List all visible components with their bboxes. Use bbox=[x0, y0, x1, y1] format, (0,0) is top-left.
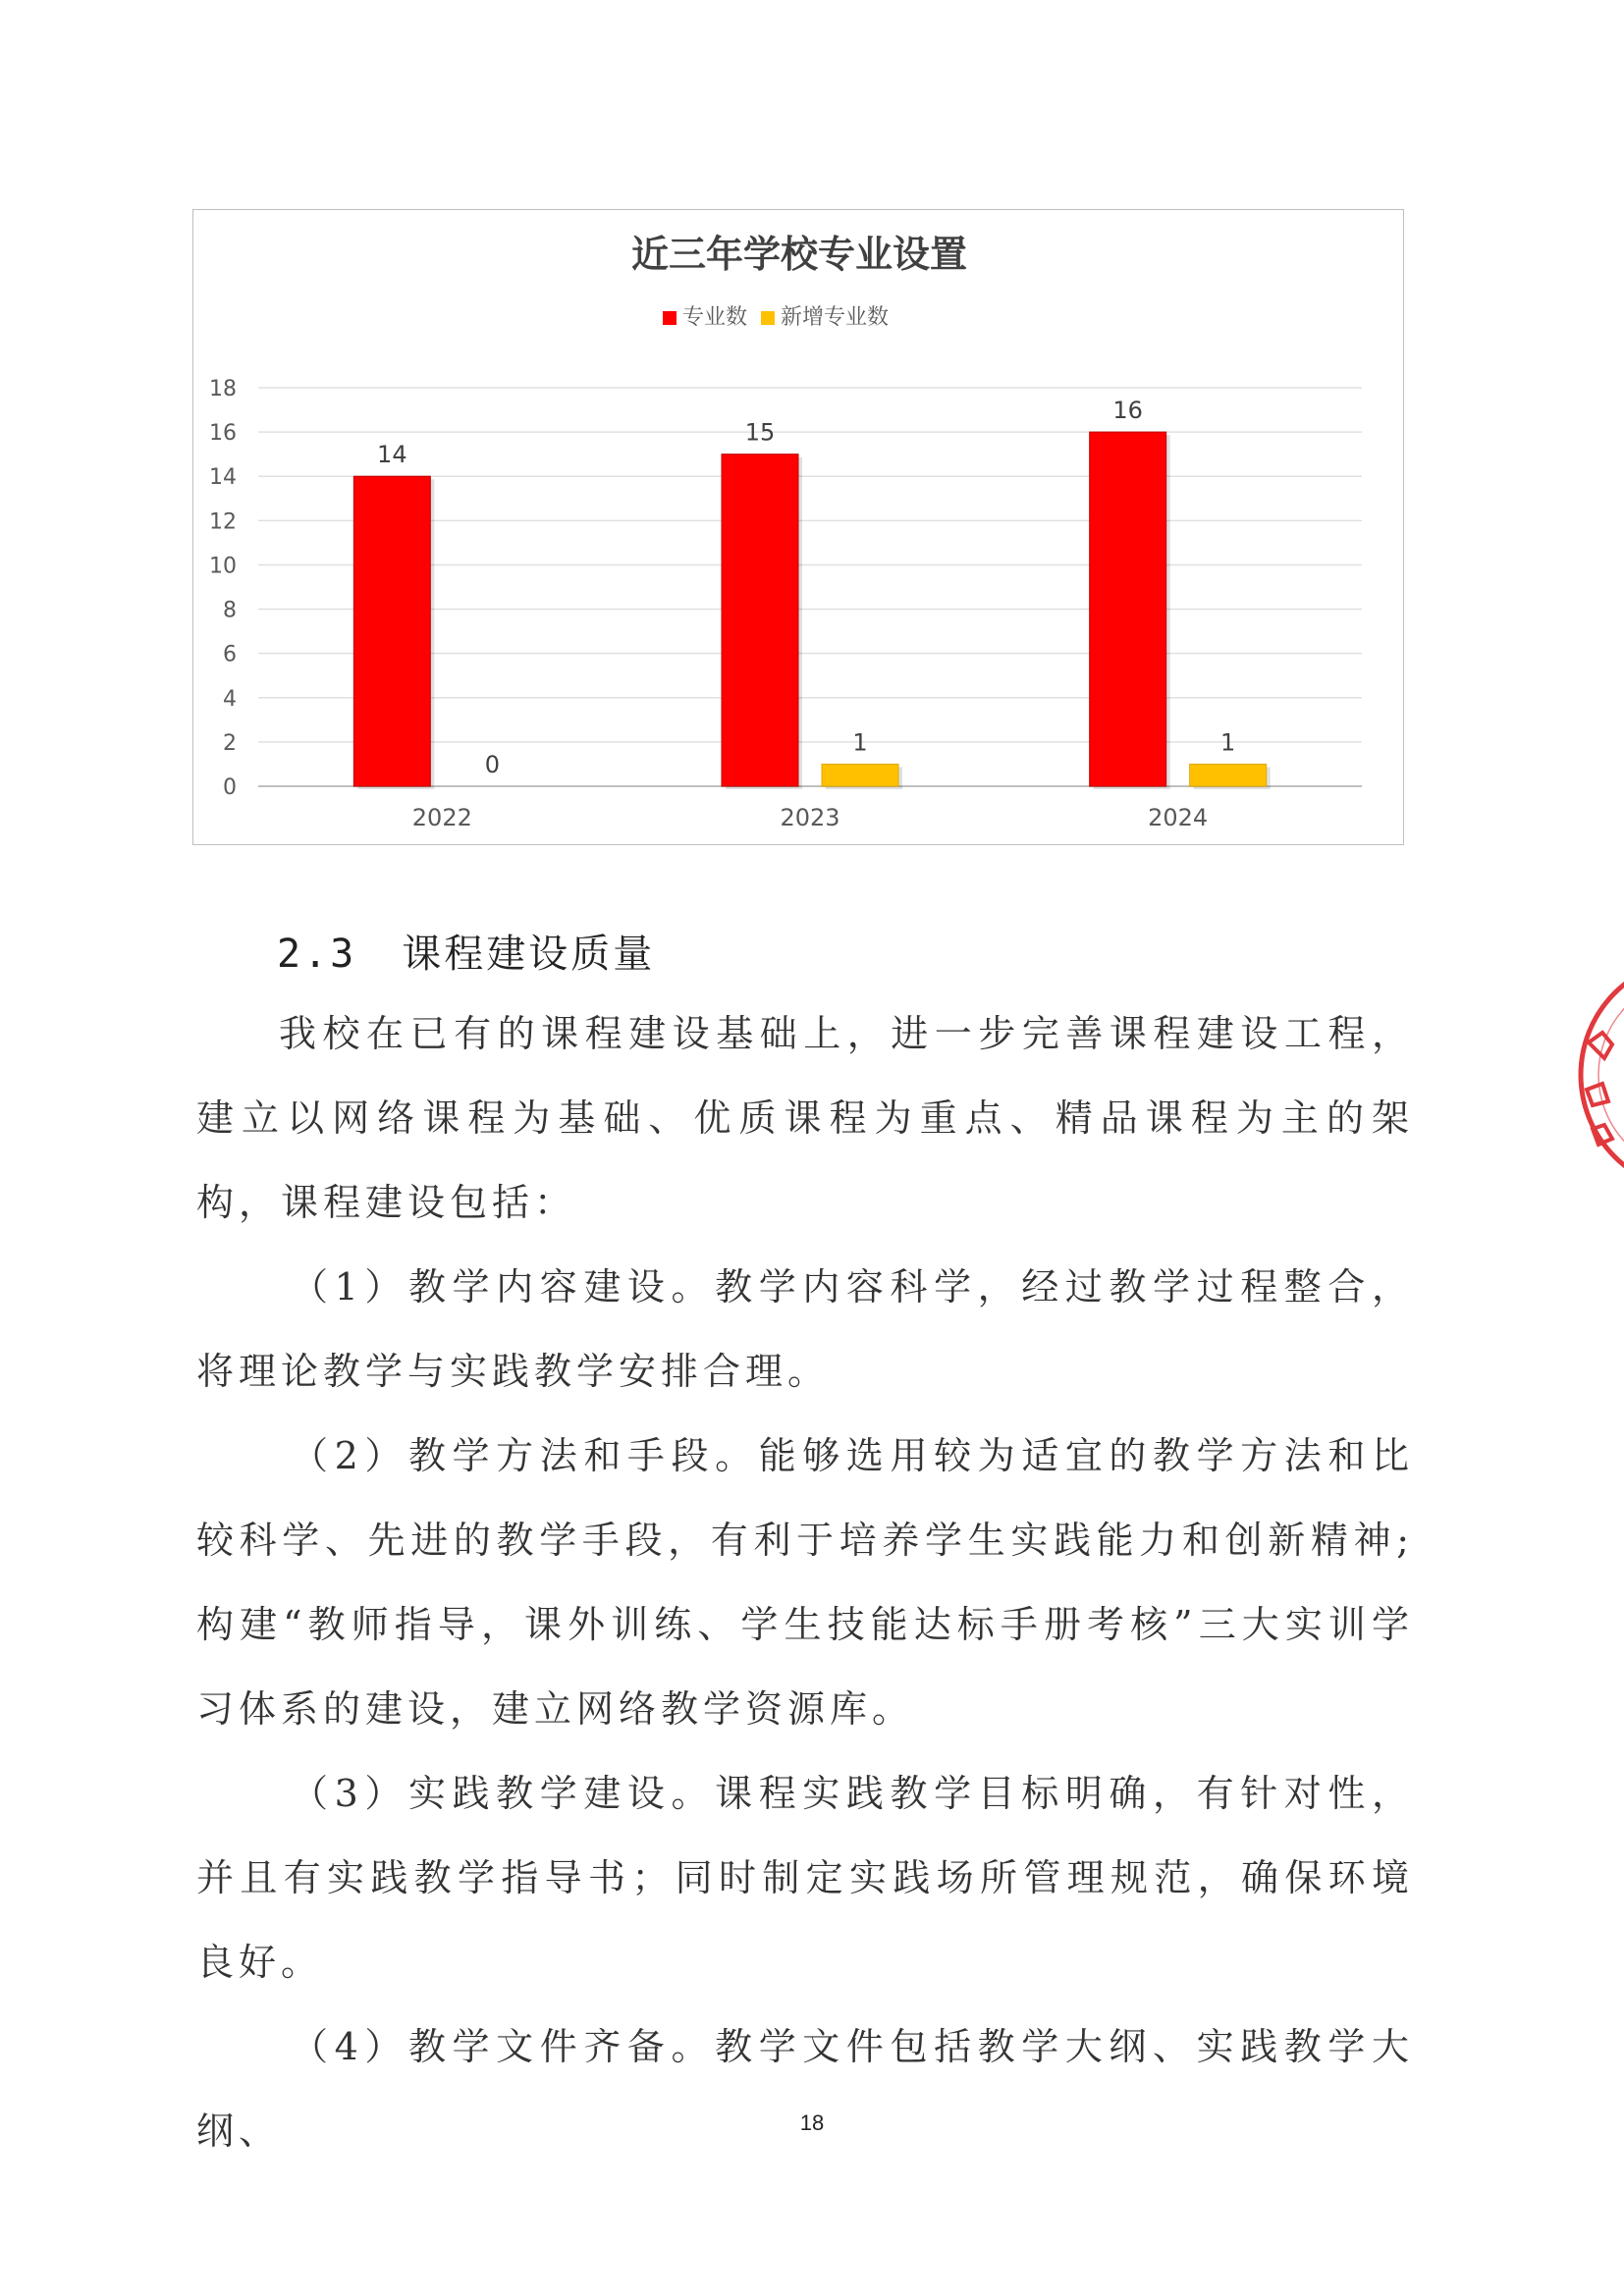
paragraph-item-2: （2）教学方法和手段。能够选用较为适宜的教学方法和比较科学、先进的教学手段，有利于培养学生实践能力和创新精神;构建“教师指导，课外训练、学生技能达标手册考核”三大实训学习体系的建设，建立网络教学资源库。 bbox=[196, 1434, 1414, 1731]
chart-container bbox=[192, 209, 1404, 845]
paragraph-item-3: （3）实践教学建设。课程实践教学目标明确，有针对性，并且有实践教学指导书；同时制定实践场所管理规范，确保环境良好。 bbox=[196, 1772, 1414, 1984]
y-axis bbox=[209, 377, 237, 800]
y-tick-label: 0 bbox=[223, 775, 237, 800]
chart-bars bbox=[353, 397, 1270, 789]
page-number: 18 bbox=[799, 2110, 825, 2135]
y-tick-label: 4 bbox=[223, 686, 237, 712]
paragraph-item-4: （4）教学文件齐备。教学文件包括教学大纲、实践教学大纲、 bbox=[196, 2025, 1414, 2153]
bar-chart bbox=[193, 210, 1405, 846]
data-label: 0 bbox=[484, 751, 500, 778]
paragraph-item-1: （1）教学内容建设。教学内容科学，经过教学过程整合，将理论教学与实践教学安排合理。 bbox=[196, 1265, 1414, 1393]
bar-2023-series-2 bbox=[822, 764, 898, 786]
x-tick-label: 2023 bbox=[780, 804, 840, 831]
section-number: 2.3 bbox=[277, 932, 357, 977]
data-label: 1 bbox=[852, 728, 868, 757]
y-tick-label: 16 bbox=[209, 421, 237, 447]
red-seal-stamp bbox=[1569, 952, 1624, 1198]
bar-2024-series-1 bbox=[1090, 432, 1166, 786]
bar-2022-series-1 bbox=[353, 476, 430, 786]
y-tick-label: 10 bbox=[209, 554, 237, 579]
x-tick-label: 2022 bbox=[411, 804, 472, 831]
bar-2024-series-2 bbox=[1190, 764, 1267, 786]
y-tick-label: 8 bbox=[223, 598, 237, 623]
x-axis bbox=[412, 804, 1208, 831]
section-heading bbox=[277, 923, 655, 979]
y-tick-label: 2 bbox=[223, 730, 237, 756]
legend-label-1: 专业数 bbox=[682, 305, 748, 330]
chart-title: 近三年学校专业设置 bbox=[630, 233, 968, 276]
y-tick-label: 6 bbox=[223, 642, 237, 667]
legend-swatch-2 bbox=[761, 311, 775, 325]
chart-legend bbox=[663, 305, 889, 330]
data-label: 15 bbox=[744, 418, 776, 447]
section-title: 课程建设质量 bbox=[402, 932, 656, 977]
legend-label-2: 新增专业数 bbox=[781, 305, 890, 330]
bar-2023-series-1 bbox=[722, 454, 798, 786]
y-tick-label: 14 bbox=[209, 465, 237, 491]
y-tick-label: 12 bbox=[209, 509, 237, 535]
data-label: 14 bbox=[377, 441, 407, 469]
x-tick-label: 2024 bbox=[1148, 804, 1209, 831]
legend-swatch-1 bbox=[663, 311, 677, 325]
data-label: 16 bbox=[1112, 397, 1143, 425]
paragraph-intro: 我校在已有的课程建设基础上，进一步完善课程建设工程，建立以网络课程为基础、优质课程为重点、精品课程为主的架构，课程建设包括： bbox=[196, 1012, 1414, 1224]
y-tick-label: 18 bbox=[209, 377, 237, 401]
data-label: 1 bbox=[1220, 728, 1236, 757]
